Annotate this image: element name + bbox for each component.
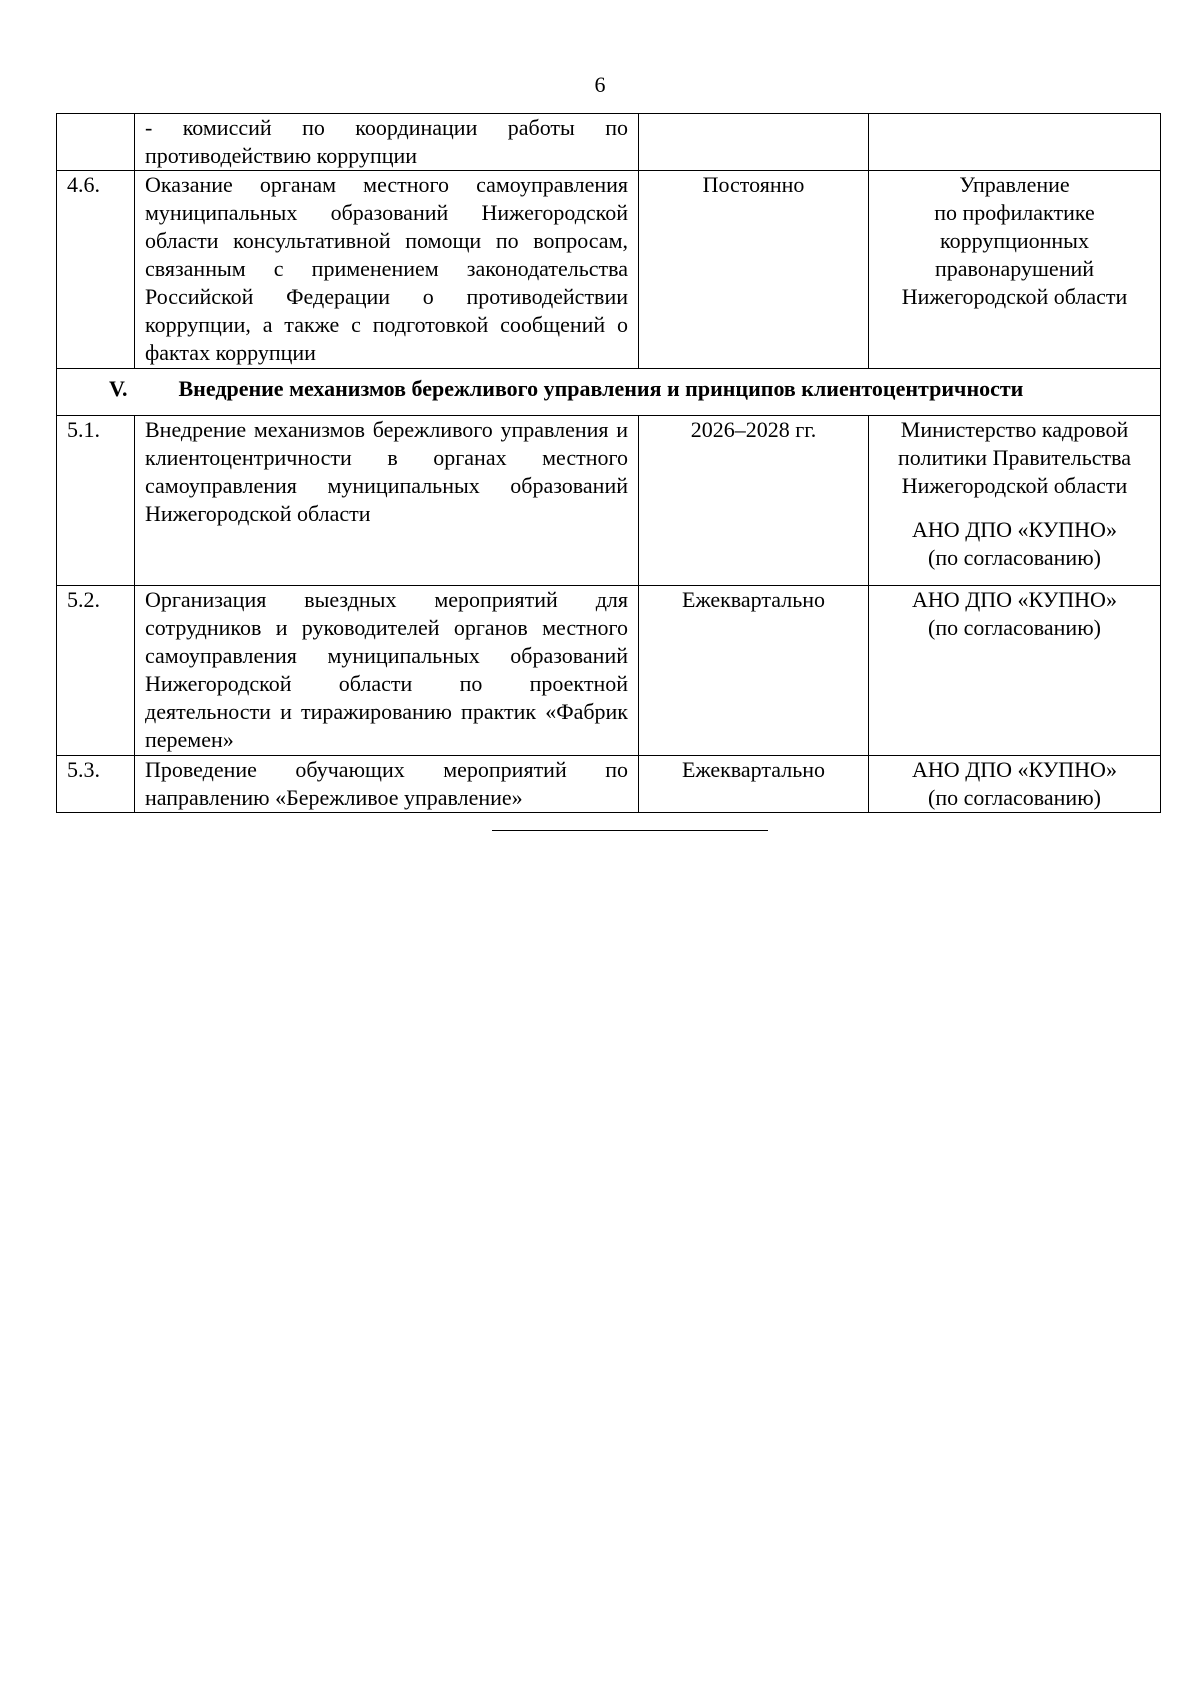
action-plan-table bbox=[56, 113, 1161, 813]
responsible-cell bbox=[869, 586, 1161, 756]
row-number-cell: 5.3. bbox=[57, 756, 135, 813]
section-title: Внедрение механизмов бережливого управления и принципов клиентоцентричности bbox=[178, 376, 1024, 401]
responsible-line: коррупционных bbox=[940, 228, 1089, 253]
responsible-line: Министерство кадровой bbox=[900, 417, 1129, 442]
page-number: 6 bbox=[594, 72, 606, 97]
term-cell: Постоянно bbox=[639, 171, 869, 369]
responsible-line: Нижегородской области bbox=[901, 284, 1128, 309]
row-number-cell: 5.2. bbox=[57, 586, 135, 756]
row-number-cell: 5.1. bbox=[57, 416, 135, 586]
term-cell bbox=[639, 114, 869, 171]
action-cell: - комиссий по координации работы по противодействию коррупции bbox=[135, 114, 639, 171]
responsible-line: (по согласованию) bbox=[928, 545, 1101, 570]
responsible-cell bbox=[869, 171, 1161, 369]
action-cell: Проведение обучающих мероприятий по направлению «Бережливое управление» bbox=[135, 756, 639, 813]
end-of-document-rule bbox=[492, 830, 768, 831]
action-cell: Оказание органам местного самоуправления муниципальных образований Нижегородской области консультативной помощи по вопросам, связанным с применением законодательства Российской Федерации о противодействии коррупции, а также с подготовкой сообщений о фактах коррупции bbox=[135, 171, 639, 369]
table-row bbox=[57, 171, 1161, 369]
responsible-line: по профилактике bbox=[934, 200, 1095, 225]
responsible-cell bbox=[869, 756, 1161, 813]
section-number: V. bbox=[109, 376, 128, 401]
table-row bbox=[57, 586, 1161, 756]
term-cell: 2026–2028 гг. bbox=[639, 416, 869, 586]
responsible-line: Управление bbox=[959, 172, 1070, 197]
responsible-line: (по согласованию) bbox=[928, 785, 1101, 810]
responsible-line: правонарушений bbox=[934, 256, 1095, 281]
table-row bbox=[57, 756, 1161, 813]
row-number-cell bbox=[57, 114, 135, 171]
spacer bbox=[879, 500, 1150, 516]
term-cell: Ежеквартально bbox=[639, 586, 869, 756]
section-header-cell bbox=[57, 369, 1161, 416]
action-cell: Организация выездных мероприятий для сотрудников и руководителей органов местного самоуправления муниципальных образований Нижегородской области по проектной деятельности и тиражированию практик «Фабрик перемен» bbox=[135, 586, 639, 756]
row-number-cell: 4.6. bbox=[57, 171, 135, 369]
responsible-line: АНО ДПО «КУПНО» bbox=[912, 757, 1117, 782]
action-cell: Внедрение механизмов бережливого управления и клиентоцентричности в органах местного самоуправления муниципальных образований Нижегородской области bbox=[135, 416, 639, 586]
table-row bbox=[57, 416, 1161, 586]
responsible-line: (по согласованию) bbox=[928, 615, 1101, 640]
responsible-cell bbox=[869, 114, 1161, 171]
responsible-line: АНО ДПО «КУПНО» bbox=[912, 587, 1117, 612]
table-row bbox=[57, 114, 1161, 171]
section-header-row bbox=[57, 369, 1161, 416]
responsible-line: Нижегородской области bbox=[901, 473, 1128, 498]
term-cell: Ежеквартально bbox=[639, 756, 869, 813]
responsible-line: политики Правительства bbox=[897, 445, 1132, 470]
responsible-line: АНО ДПО «КУПНО» bbox=[912, 517, 1117, 542]
responsible-cell bbox=[869, 416, 1161, 586]
